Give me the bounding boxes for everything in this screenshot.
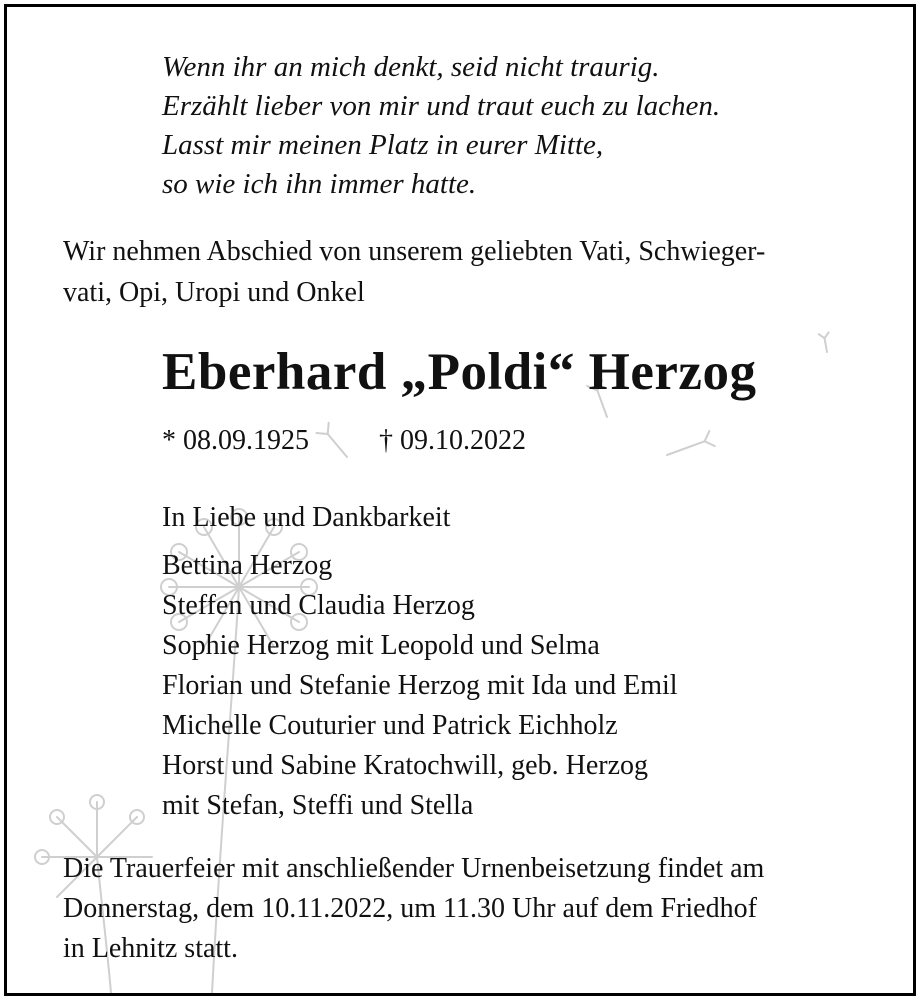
mourner-line: mit Stefan, Steffi und Stella [162, 790, 474, 821]
obituary-notice [4, 4, 916, 996]
dedication: In Liebe und Dankbarkeit [162, 502, 451, 533]
birth-date: * 08.09.1925 [162, 425, 309, 456]
mourner-line: Florian und Stefanie Herzog mit Ida und Emil [162, 670, 678, 701]
poem-line: so wie ich ihn immer hatte. [162, 168, 477, 200]
mourner-line: Bettina Herzog [162, 550, 333, 581]
mourner-line: Steffen und Claudia Herzog [162, 590, 475, 621]
service-line: in Lehnitz statt. [63, 933, 238, 964]
deceased-name: Eberhard „Poldi“ Herzog [162, 343, 757, 401]
mourner-line: Horst und Sabine Kratochwill, geb. Herzog [162, 750, 648, 781]
poem-line: Wenn ihr an mich denkt, seid nicht traurig. [162, 51, 660, 83]
poem-line: Erzählt lieber von mir und traut euch zu lachen. [162, 90, 721, 122]
service-line: Donnerstag, dem 10.11.2022, um 11.30 Uhr auf dem Friedhof [63, 893, 757, 924]
poem-line: Lasst mir meinen Platz in eurer Mitte, [162, 129, 604, 161]
mourner-line: Sophie Herzog mit Leopold und Selma [162, 630, 600, 661]
service-line: Die Trauerfeier mit anschließender Urnenbeisetzung findet am [63, 853, 765, 884]
intro-line: vati, Opi, Uropi und Onkel [63, 277, 365, 308]
death-date: † 09.10.2022 [379, 425, 526, 456]
intro-line: Wir nehmen Abschied von unserem geliebten Vati, Schwieger- [63, 236, 766, 267]
mourner-line: Michelle Couturier und Patrick Eichholz [162, 710, 618, 741]
